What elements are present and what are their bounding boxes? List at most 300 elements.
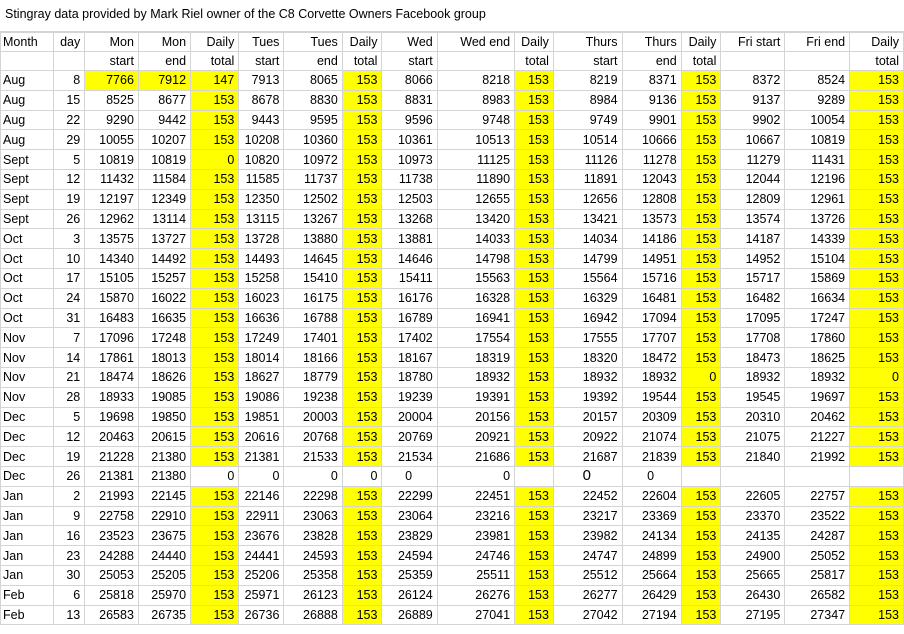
cell-fri-end[interactable]: 25052 bbox=[785, 546, 850, 566]
cell-day[interactable]: 29 bbox=[54, 130, 85, 150]
cell-tues-start[interactable]: 17249 bbox=[239, 328, 284, 348]
cell-mon-end[interactable]: 12349 bbox=[138, 189, 190, 209]
header-cell-thurs-end[interactable]: end bbox=[622, 52, 681, 71]
header-cell-tues-start[interactable]: Tues bbox=[239, 33, 284, 52]
cell-month[interactable]: Jan bbox=[1, 546, 54, 566]
cell-fri-end[interactable]: 14339 bbox=[785, 229, 850, 249]
cell-mon-end[interactable]: 22910 bbox=[138, 506, 190, 526]
cell-fri-start[interactable]: 10667 bbox=[721, 130, 785, 150]
cell-mon-end[interactable]: 7912 bbox=[138, 71, 190, 91]
cell-mon-daily-total[interactable]: 153 bbox=[191, 486, 239, 506]
header-cell-tues-start[interactable]: start bbox=[239, 52, 284, 71]
cell-tues-start[interactable]: 13115 bbox=[239, 209, 284, 229]
cell-thurs-start[interactable]: 11891 bbox=[553, 169, 622, 189]
cell-fri-daily-total[interactable]: 153 bbox=[850, 308, 904, 328]
cell-wed-start[interactable]: 10361 bbox=[382, 130, 437, 150]
cell-thurs-daily-total[interactable]: 153 bbox=[681, 506, 721, 526]
cell-fri-daily-total[interactable]: 153 bbox=[850, 71, 904, 91]
cell-wed-end[interactable]: 8983 bbox=[437, 90, 514, 110]
cell-thurs-daily-total[interactable]: 153 bbox=[681, 348, 721, 368]
cell-thurs-daily-total[interactable]: 153 bbox=[681, 90, 721, 110]
cell-thurs-end[interactable]: 12043 bbox=[622, 169, 681, 189]
cell-month[interactable]: Oct bbox=[1, 249, 54, 269]
cell-fri-end[interactable]: 10054 bbox=[785, 110, 850, 130]
cell-tues-daily-total[interactable]: 153 bbox=[342, 150, 382, 170]
cell-fri-end[interactable]: 11431 bbox=[785, 150, 850, 170]
cell-wed-end[interactable]: 14798 bbox=[437, 249, 514, 269]
cell-wed-end[interactable]: 13420 bbox=[437, 209, 514, 229]
cell-thurs-start[interactable]: 0 bbox=[553, 466, 622, 486]
header-cell-mon-daily-total[interactable]: Daily bbox=[191, 33, 239, 52]
cell-thurs-end[interactable]: 17094 bbox=[622, 308, 681, 328]
cell-fri-start[interactable]: 15717 bbox=[721, 268, 785, 288]
cell-month[interactable]: Oct bbox=[1, 288, 54, 308]
cell-wed-daily-total[interactable]: 153 bbox=[515, 308, 554, 328]
cell-mon-daily-total[interactable]: 147 bbox=[191, 71, 239, 91]
cell-tues-daily-total[interactable]: 153 bbox=[342, 486, 382, 506]
cell-mon-daily-total[interactable]: 153 bbox=[191, 189, 239, 209]
cell-mon-start[interactable]: 21228 bbox=[85, 447, 139, 467]
cell-thurs-daily-total[interactable] bbox=[681, 466, 721, 486]
cell-mon-daily-total[interactable]: 153 bbox=[191, 268, 239, 288]
header-cell-mon-end[interactable]: Mon bbox=[138, 33, 190, 52]
cell-wed-start[interactable]: 16789 bbox=[382, 308, 437, 328]
cell-fri-start[interactable]: 14187 bbox=[721, 229, 785, 249]
cell-fri-start[interactable]: 18473 bbox=[721, 348, 785, 368]
cell-tues-start[interactable]: 10820 bbox=[239, 150, 284, 170]
cell-day[interactable]: 14 bbox=[54, 348, 85, 368]
cell-tues-daily-total[interactable]: 153 bbox=[342, 348, 382, 368]
cell-fri-end[interactable] bbox=[785, 466, 850, 486]
cell-tues-end[interactable]: 24593 bbox=[284, 546, 342, 566]
cell-wed-daily-total[interactable]: 153 bbox=[515, 90, 554, 110]
cell-wed-start[interactable]: 26889 bbox=[382, 605, 437, 625]
cell-thurs-end[interactable]: 17707 bbox=[622, 328, 681, 348]
cell-wed-start[interactable]: 18167 bbox=[382, 348, 437, 368]
header-cell-fri-end[interactable]: Fri end bbox=[785, 33, 850, 52]
cell-mon-daily-total[interactable]: 153 bbox=[191, 605, 239, 625]
cell-mon-daily-total[interactable]: 153 bbox=[191, 387, 239, 407]
cell-fri-end[interactable]: 9289 bbox=[785, 90, 850, 110]
cell-wed-end[interactable]: 9748 bbox=[437, 110, 514, 130]
cell-wed-start[interactable]: 26124 bbox=[382, 585, 437, 605]
cell-fri-start[interactable]: 9137 bbox=[721, 90, 785, 110]
cell-wed-start[interactable]: 9596 bbox=[382, 110, 437, 130]
cell-fri-daily-total[interactable]: 153 bbox=[850, 486, 904, 506]
cell-wed-daily-total[interactable]: 153 bbox=[515, 249, 554, 269]
cell-mon-daily-total[interactable]: 153 bbox=[191, 367, 239, 387]
cell-tues-daily-total[interactable]: 153 bbox=[342, 90, 382, 110]
header-cell-tues-end[interactable]: end bbox=[284, 52, 342, 71]
cell-tues-start[interactable]: 18014 bbox=[239, 348, 284, 368]
header-cell-thurs-start[interactable]: start bbox=[553, 52, 622, 71]
cell-fri-start[interactable]: 12809 bbox=[721, 189, 785, 209]
cell-day[interactable]: 10 bbox=[54, 249, 85, 269]
cell-wed-end[interactable]: 20156 bbox=[437, 407, 514, 427]
cell-day[interactable]: 28 bbox=[54, 387, 85, 407]
cell-fri-end[interactable]: 24287 bbox=[785, 526, 850, 546]
cell-fri-start[interactable] bbox=[721, 466, 785, 486]
cell-wed-daily-total[interactable]: 153 bbox=[515, 605, 554, 625]
cell-thurs-start[interactable]: 18932 bbox=[553, 367, 622, 387]
cell-mon-end[interactable]: 26735 bbox=[138, 605, 190, 625]
cell-fri-daily-total[interactable]: 153 bbox=[850, 189, 904, 209]
cell-tues-daily-total[interactable]: 153 bbox=[342, 288, 382, 308]
cell-tues-end[interactable]: 25358 bbox=[284, 565, 342, 585]
cell-mon-end[interactable]: 15257 bbox=[138, 268, 190, 288]
cell-mon-daily-total[interactable]: 153 bbox=[191, 308, 239, 328]
cell-tues-end[interactable]: 26123 bbox=[284, 585, 342, 605]
cell-thurs-end[interactable]: 22604 bbox=[622, 486, 681, 506]
cell-fri-end[interactable]: 16634 bbox=[785, 288, 850, 308]
cell-tues-end[interactable]: 18779 bbox=[284, 367, 342, 387]
cell-tues-start[interactable]: 21381 bbox=[239, 447, 284, 467]
cell-wed-daily-total[interactable]: 153 bbox=[515, 288, 554, 308]
cell-month[interactable]: Dec bbox=[1, 407, 54, 427]
cell-tues-end[interactable]: 19238 bbox=[284, 387, 342, 407]
cell-fri-daily-total[interactable]: 153 bbox=[850, 150, 904, 170]
cell-month[interactable]: Nov bbox=[1, 348, 54, 368]
cell-fri-start[interactable]: 22605 bbox=[721, 486, 785, 506]
cell-thurs-end[interactable]: 21074 bbox=[622, 427, 681, 447]
cell-wed-daily-total[interactable]: 153 bbox=[515, 407, 554, 427]
cell-mon-end[interactable]: 22145 bbox=[138, 486, 190, 506]
cell-mon-daily-total[interactable]: 153 bbox=[191, 130, 239, 150]
cell-thurs-end[interactable]: 15716 bbox=[622, 268, 681, 288]
cell-tues-start[interactable]: 10208 bbox=[239, 130, 284, 150]
cell-fri-start[interactable]: 19545 bbox=[721, 387, 785, 407]
cell-mon-daily-total[interactable]: 0 bbox=[191, 150, 239, 170]
cell-tues-start[interactable]: 15258 bbox=[239, 268, 284, 288]
cell-day[interactable]: 19 bbox=[54, 189, 85, 209]
cell-wed-daily-total[interactable]: 153 bbox=[515, 486, 554, 506]
cell-day[interactable]: 13 bbox=[54, 605, 85, 625]
cell-mon-daily-total[interactable]: 153 bbox=[191, 110, 239, 130]
cell-mon-daily-total[interactable]: 153 bbox=[191, 288, 239, 308]
cell-wed-start[interactable]: 11738 bbox=[382, 169, 437, 189]
cell-wed-daily-total[interactable]: 153 bbox=[515, 229, 554, 249]
cell-fri-daily-total[interactable]: 153 bbox=[850, 209, 904, 229]
cell-mon-daily-total[interactable]: 153 bbox=[191, 526, 239, 546]
cell-mon-daily-total[interactable]: 153 bbox=[191, 585, 239, 605]
cell-tues-daily-total[interactable]: 153 bbox=[342, 427, 382, 447]
cell-thurs-start[interactable]: 10514 bbox=[553, 130, 622, 150]
cell-month[interactable]: Feb bbox=[1, 605, 54, 625]
cell-month[interactable]: Sept bbox=[1, 189, 54, 209]
cell-fri-end[interactable]: 12196 bbox=[785, 169, 850, 189]
cell-wed-end[interactable]: 15563 bbox=[437, 268, 514, 288]
cell-mon-end[interactable]: 13727 bbox=[138, 229, 190, 249]
cell-mon-end[interactable]: 10819 bbox=[138, 150, 190, 170]
cell-fri-daily-total[interactable]: 153 bbox=[850, 268, 904, 288]
cell-thurs-daily-total[interactable]: 153 bbox=[681, 71, 721, 91]
cell-tues-daily-total[interactable]: 153 bbox=[342, 130, 382, 150]
cell-day[interactable]: 15 bbox=[54, 90, 85, 110]
cell-day[interactable]: 5 bbox=[54, 150, 85, 170]
cell-tues-end[interactable]: 23828 bbox=[284, 526, 342, 546]
cell-fri-start[interactable]: 17095 bbox=[721, 308, 785, 328]
cell-mon-daily-total[interactable]: 153 bbox=[191, 348, 239, 368]
cell-mon-start[interactable]: 10055 bbox=[85, 130, 139, 150]
cell-fri-start[interactable]: 26430 bbox=[721, 585, 785, 605]
cell-mon-start[interactable]: 26583 bbox=[85, 605, 139, 625]
cell-wed-daily-total[interactable] bbox=[515, 466, 554, 486]
cell-thurs-end[interactable]: 25664 bbox=[622, 565, 681, 585]
cell-thurs-end[interactable]: 16481 bbox=[622, 288, 681, 308]
cell-mon-daily-total[interactable]: 153 bbox=[191, 546, 239, 566]
cell-wed-daily-total[interactable]: 153 bbox=[515, 367, 554, 387]
cell-wed-daily-total[interactable]: 153 bbox=[515, 130, 554, 150]
cell-mon-daily-total[interactable]: 153 bbox=[191, 407, 239, 427]
header-cell-mon-start[interactable]: start bbox=[85, 52, 139, 71]
cell-fri-daily-total[interactable]: 153 bbox=[850, 585, 904, 605]
header-cell-thurs-start[interactable]: Thurs bbox=[553, 33, 622, 52]
cell-tues-end[interactable]: 13880 bbox=[284, 229, 342, 249]
cell-tues-end[interactable]: 9595 bbox=[284, 110, 342, 130]
cell-fri-end[interactable]: 8524 bbox=[785, 71, 850, 91]
header-cell-tues-daily-total[interactable]: total bbox=[342, 52, 382, 71]
cell-fri-end[interactable]: 25817 bbox=[785, 565, 850, 585]
cell-wed-end[interactable]: 0 bbox=[437, 466, 514, 486]
cell-fri-start[interactable]: 13574 bbox=[721, 209, 785, 229]
cell-tues-daily-total[interactable]: 153 bbox=[342, 407, 382, 427]
cell-mon-start[interactable]: 15870 bbox=[85, 288, 139, 308]
cell-fri-daily-total[interactable] bbox=[850, 466, 904, 486]
cell-thurs-daily-total[interactable]: 153 bbox=[681, 249, 721, 269]
cell-fri-end[interactable]: 26582 bbox=[785, 585, 850, 605]
cell-fri-end[interactable]: 22757 bbox=[785, 486, 850, 506]
cell-fri-start[interactable]: 9902 bbox=[721, 110, 785, 130]
cell-fri-daily-total[interactable]: 153 bbox=[850, 387, 904, 407]
cell-fri-daily-total[interactable]: 153 bbox=[850, 288, 904, 308]
cell-day[interactable]: 31 bbox=[54, 308, 85, 328]
cell-wed-start[interactable]: 20004 bbox=[382, 407, 437, 427]
cell-day[interactable]: 8 bbox=[54, 71, 85, 91]
cell-tues-daily-total[interactable]: 153 bbox=[342, 367, 382, 387]
cell-thurs-daily-total[interactable]: 153 bbox=[681, 486, 721, 506]
cell-wed-daily-total[interactable]: 153 bbox=[515, 387, 554, 407]
cell-thurs-start[interactable]: 27042 bbox=[553, 605, 622, 625]
cell-thurs-daily-total[interactable]: 153 bbox=[681, 268, 721, 288]
cell-tues-start[interactable]: 22146 bbox=[239, 486, 284, 506]
cell-thurs-end[interactable]: 23369 bbox=[622, 506, 681, 526]
cell-mon-start[interactable]: 12197 bbox=[85, 189, 139, 209]
cell-fri-end[interactable]: 17247 bbox=[785, 308, 850, 328]
cell-tues-end[interactable]: 21533 bbox=[284, 447, 342, 467]
cell-mon-start[interactable]: 10819 bbox=[85, 150, 139, 170]
cell-month[interactable]: Feb bbox=[1, 585, 54, 605]
cell-thurs-end[interactable]: 12808 bbox=[622, 189, 681, 209]
cell-tues-end[interactable]: 12502 bbox=[284, 189, 342, 209]
cell-thurs-start[interactable]: 26277 bbox=[553, 585, 622, 605]
cell-mon-end[interactable]: 20615 bbox=[138, 427, 190, 447]
cell-tues-end[interactable]: 20003 bbox=[284, 407, 342, 427]
cell-fri-daily-total[interactable]: 153 bbox=[850, 90, 904, 110]
cell-tues-end[interactable]: 11737 bbox=[284, 169, 342, 189]
cell-thurs-daily-total[interactable]: 153 bbox=[681, 130, 721, 150]
cell-mon-end[interactable]: 21380 bbox=[138, 447, 190, 467]
cell-mon-end[interactable]: 19850 bbox=[138, 407, 190, 427]
cell-thurs-end[interactable]: 9901 bbox=[622, 110, 681, 130]
cell-wed-start[interactable]: 16176 bbox=[382, 288, 437, 308]
cell-wed-end[interactable]: 16941 bbox=[437, 308, 514, 328]
cell-tues-start[interactable]: 7913 bbox=[239, 71, 284, 91]
cell-fri-daily-total[interactable]: 153 bbox=[850, 407, 904, 427]
cell-tues-end[interactable]: 18166 bbox=[284, 348, 342, 368]
cell-month[interactable]: Sept bbox=[1, 169, 54, 189]
cell-wed-end[interactable]: 27041 bbox=[437, 605, 514, 625]
cell-month[interactable]: Dec bbox=[1, 447, 54, 467]
cell-wed-end[interactable]: 18932 bbox=[437, 367, 514, 387]
cell-tues-start[interactable]: 20616 bbox=[239, 427, 284, 447]
cell-mon-end[interactable]: 14492 bbox=[138, 249, 190, 269]
cell-thurs-daily-total[interactable]: 153 bbox=[681, 565, 721, 585]
cell-fri-daily-total[interactable]: 153 bbox=[850, 546, 904, 566]
cell-mon-start[interactable]: 14340 bbox=[85, 249, 139, 269]
cell-mon-start[interactable]: 9290 bbox=[85, 110, 139, 130]
cell-tues-daily-total[interactable]: 153 bbox=[342, 546, 382, 566]
cell-tues-end[interactable]: 17401 bbox=[284, 328, 342, 348]
cell-fri-daily-total[interactable]: 153 bbox=[850, 169, 904, 189]
cell-thurs-end[interactable]: 10666 bbox=[622, 130, 681, 150]
cell-tues-start[interactable]: 22911 bbox=[239, 506, 284, 526]
cell-wed-start[interactable]: 13268 bbox=[382, 209, 437, 229]
cell-month[interactable]: Oct bbox=[1, 229, 54, 249]
cell-thurs-daily-total[interactable]: 153 bbox=[681, 585, 721, 605]
cell-fri-start[interactable]: 16482 bbox=[721, 288, 785, 308]
header-cell-mon-start[interactable]: Mon bbox=[85, 33, 139, 52]
cell-thurs-start[interactable]: 9749 bbox=[553, 110, 622, 130]
cell-fri-daily-total[interactable]: 153 bbox=[850, 447, 904, 467]
cell-fri-end[interactable]: 21992 bbox=[785, 447, 850, 467]
cell-tues-start[interactable]: 26736 bbox=[239, 605, 284, 625]
cell-day[interactable]: 23 bbox=[54, 546, 85, 566]
cell-month[interactable]: Jan bbox=[1, 526, 54, 546]
cell-fri-end[interactable]: 27347 bbox=[785, 605, 850, 625]
cell-thurs-start[interactable]: 17555 bbox=[553, 328, 622, 348]
cell-mon-end[interactable]: 16022 bbox=[138, 288, 190, 308]
cell-thurs-start[interactable]: 12656 bbox=[553, 189, 622, 209]
cell-thurs-end[interactable]: 14951 bbox=[622, 249, 681, 269]
cell-fri-daily-total[interactable]: 0 bbox=[850, 367, 904, 387]
cell-wed-end[interactable]: 23981 bbox=[437, 526, 514, 546]
cell-wed-start[interactable]: 25359 bbox=[382, 565, 437, 585]
cell-mon-start[interactable]: 7766 bbox=[85, 71, 139, 91]
cell-thurs-daily-total[interactable]: 153 bbox=[681, 189, 721, 209]
header-cell-day[interactable] bbox=[54, 52, 85, 71]
header-cell-wed-daily-total[interactable]: Daily bbox=[515, 33, 554, 52]
cell-wed-start[interactable]: 0 bbox=[382, 466, 437, 486]
cell-fri-start[interactable]: 21075 bbox=[721, 427, 785, 447]
cell-fri-daily-total[interactable]: 153 bbox=[850, 605, 904, 625]
cell-tues-start[interactable]: 16636 bbox=[239, 308, 284, 328]
cell-mon-end[interactable]: 21380 bbox=[138, 466, 190, 486]
cell-fri-end[interactable]: 18932 bbox=[785, 367, 850, 387]
cell-tues-end[interactable]: 26888 bbox=[284, 605, 342, 625]
cell-thurs-start[interactable]: 19392 bbox=[553, 387, 622, 407]
cell-fri-daily-total[interactable]: 153 bbox=[850, 565, 904, 585]
cell-month[interactable]: Oct bbox=[1, 268, 54, 288]
cell-wed-end[interactable]: 16328 bbox=[437, 288, 514, 308]
cell-wed-end[interactable]: 10513 bbox=[437, 130, 514, 150]
cell-mon-end[interactable]: 17248 bbox=[138, 328, 190, 348]
cell-month[interactable]: Dec bbox=[1, 466, 54, 486]
cell-fri-daily-total[interactable]: 153 bbox=[850, 526, 904, 546]
cell-fri-start[interactable]: 17708 bbox=[721, 328, 785, 348]
header-cell-tues-daily-total[interactable]: Daily bbox=[342, 33, 382, 52]
cell-fri-end[interactable]: 17860 bbox=[785, 328, 850, 348]
cell-tues-start[interactable]: 11585 bbox=[239, 169, 284, 189]
cell-thurs-end[interactable]: 8371 bbox=[622, 71, 681, 91]
cell-fri-end[interactable]: 20462 bbox=[785, 407, 850, 427]
cell-mon-end[interactable]: 25205 bbox=[138, 565, 190, 585]
cell-month[interactable]: Nov bbox=[1, 328, 54, 348]
cell-tues-start[interactable]: 0 bbox=[239, 466, 284, 486]
cell-wed-start[interactable]: 23064 bbox=[382, 506, 437, 526]
cell-wed-end[interactable]: 20921 bbox=[437, 427, 514, 447]
cell-mon-end[interactable]: 10207 bbox=[138, 130, 190, 150]
cell-fri-daily-total[interactable]: 153 bbox=[850, 130, 904, 150]
cell-mon-start[interactable]: 18933 bbox=[85, 387, 139, 407]
cell-wed-start[interactable]: 15411 bbox=[382, 268, 437, 288]
cell-mon-start[interactable]: 11432 bbox=[85, 169, 139, 189]
cell-wed-daily-total[interactable]: 153 bbox=[515, 447, 554, 467]
cell-tues-end[interactable]: 8065 bbox=[284, 71, 342, 91]
cell-thurs-end[interactable]: 18932 bbox=[622, 367, 681, 387]
cell-mon-daily-total[interactable]: 0 bbox=[191, 466, 239, 486]
cell-fri-daily-total[interactable]: 153 bbox=[850, 110, 904, 130]
cell-month[interactable]: Aug bbox=[1, 71, 54, 91]
cell-thurs-end[interactable]: 19544 bbox=[622, 387, 681, 407]
cell-month[interactable]: Aug bbox=[1, 130, 54, 150]
cell-month[interactable]: Jan bbox=[1, 565, 54, 585]
cell-day[interactable]: 17 bbox=[54, 268, 85, 288]
cell-day[interactable]: 2 bbox=[54, 486, 85, 506]
cell-mon-start[interactable]: 17096 bbox=[85, 328, 139, 348]
cell-thurs-end[interactable]: 9136 bbox=[622, 90, 681, 110]
cell-mon-end[interactable]: 13114 bbox=[138, 209, 190, 229]
cell-thurs-start[interactable]: 14034 bbox=[553, 229, 622, 249]
cell-fri-start[interactable]: 25665 bbox=[721, 565, 785, 585]
cell-thurs-daily-total[interactable]: 153 bbox=[681, 605, 721, 625]
cell-thurs-daily-total[interactable]: 153 bbox=[681, 169, 721, 189]
cell-tues-daily-total[interactable]: 0 bbox=[342, 466, 382, 486]
cell-thurs-daily-total[interactable]: 153 bbox=[681, 546, 721, 566]
header-cell-thurs-daily-total[interactable]: Daily bbox=[681, 33, 721, 52]
cell-thurs-end[interactable]: 11278 bbox=[622, 150, 681, 170]
header-cell-fri-daily-total[interactable]: Daily bbox=[850, 33, 904, 52]
cell-mon-start[interactable]: 25818 bbox=[85, 585, 139, 605]
cell-wed-end[interactable]: 18319 bbox=[437, 348, 514, 368]
cell-mon-daily-total[interactable]: 153 bbox=[191, 249, 239, 269]
cell-mon-daily-total[interactable]: 153 bbox=[191, 447, 239, 467]
cell-wed-start[interactable]: 14646 bbox=[382, 249, 437, 269]
cell-month[interactable]: Oct bbox=[1, 308, 54, 328]
cell-day[interactable]: 26 bbox=[54, 209, 85, 229]
header-cell-wed-end[interactable]: Wed end bbox=[437, 33, 514, 52]
cell-thurs-end[interactable]: 14186 bbox=[622, 229, 681, 249]
cell-tues-end[interactable]: 10360 bbox=[284, 130, 342, 150]
cell-thurs-start[interactable]: 14799 bbox=[553, 249, 622, 269]
cell-tues-start[interactable]: 19851 bbox=[239, 407, 284, 427]
cell-month[interactable]: Sept bbox=[1, 209, 54, 229]
cell-mon-daily-total[interactable]: 153 bbox=[191, 209, 239, 229]
cell-month[interactable]: Sept bbox=[1, 150, 54, 170]
cell-thurs-end[interactable]: 24899 bbox=[622, 546, 681, 566]
cell-wed-daily-total[interactable]: 153 bbox=[515, 71, 554, 91]
cell-wed-start[interactable]: 21534 bbox=[382, 447, 437, 467]
cell-fri-end[interactable]: 18625 bbox=[785, 348, 850, 368]
